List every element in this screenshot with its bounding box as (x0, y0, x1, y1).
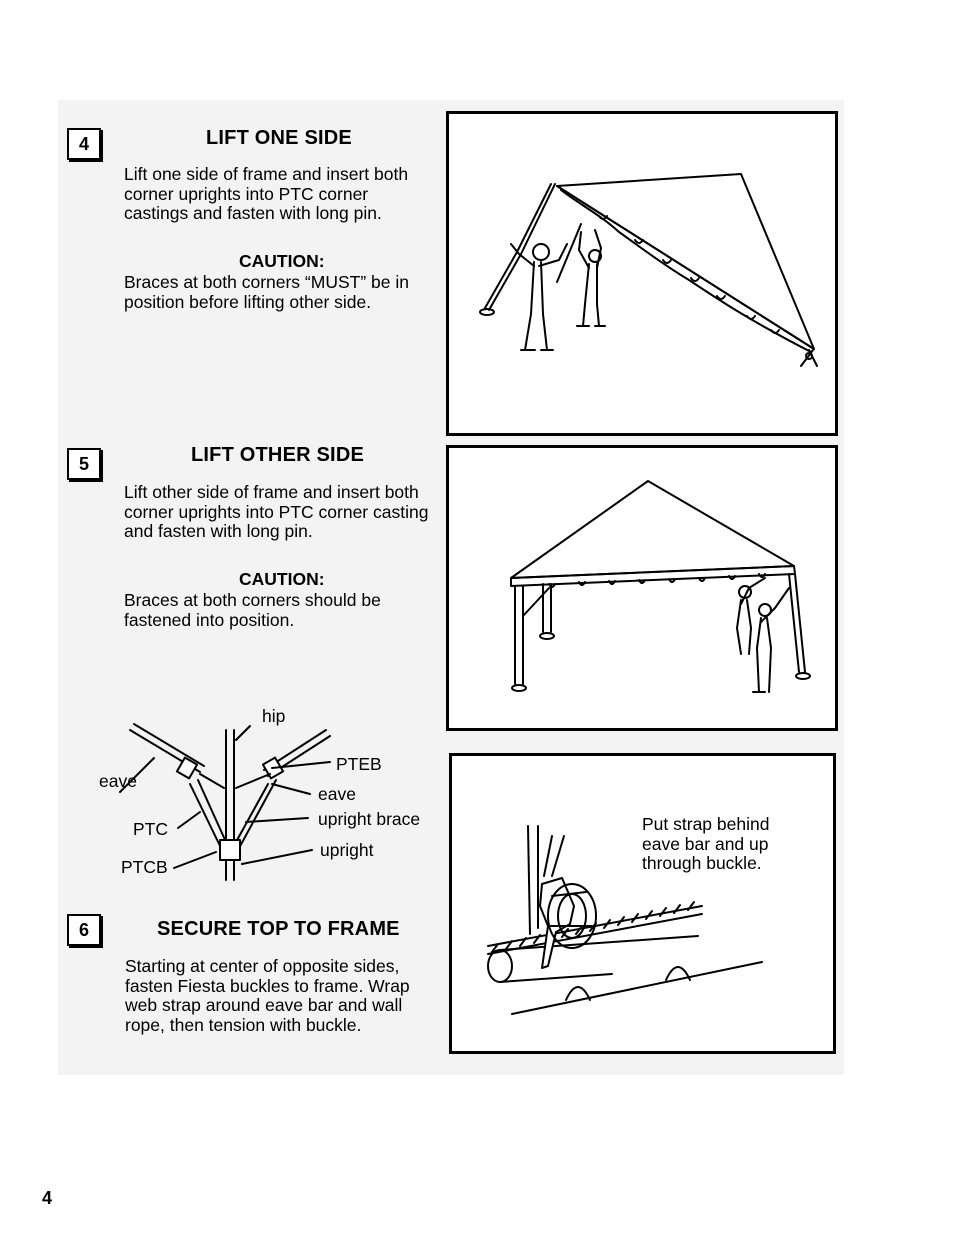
step-6-instructions: Starting at center of opposite sides, fasten Fiesta buckles to frame. Wrap web strap around eave bar and wall rope, then tension with buckle. (125, 956, 410, 1035)
label-eave-left: eave (99, 771, 137, 791)
tent-raised-drawing (449, 448, 835, 728)
tent-half-raised-drawing (449, 114, 835, 433)
label-pteb: PTEB (336, 754, 382, 774)
step-4-instructions: Lift one side of frame and insert both corner uprights into PTC corner castings and fasten with long pin. (124, 164, 409, 224)
lift-one-side-illustration (446, 111, 838, 436)
step-4-number: 4 (67, 128, 101, 160)
lift-other-side-illustration (446, 445, 838, 731)
buckle-illustration (449, 753, 836, 1054)
step-4-caution-text: Braces at both corners “MUST” be in position before lifting other side. (124, 272, 409, 312)
page-number: 4 (42, 1188, 53, 1208)
step-5-number: 5 (67, 448, 101, 480)
step-5-caution-label: CAUTION: (239, 569, 325, 589)
step-4-caution-label: CAUTION: (239, 251, 325, 271)
buckle-instruction-note: Put strap behind eave bar and up through buckle. (642, 814, 770, 874)
step-5-caution-text: Braces at both corners should be fastened into position. (124, 590, 381, 630)
step-5-heading: LIFT OTHER SIDE (191, 444, 364, 466)
label-hip: hip (262, 706, 286, 726)
label-ptc: PTC (133, 819, 168, 839)
buckle-strap-drawing (452, 756, 833, 1051)
label-ptcb: PTCB (121, 857, 168, 877)
step-5-instructions: Lift other side of frame and insert both corner uprights into PTC corner casting and fasten with long pin. (124, 482, 429, 542)
label-upright-brace: upright brace (318, 809, 421, 829)
step-6-heading: SECURE TOP TO FRAME (157, 918, 400, 940)
step-6-number: 6 (67, 914, 101, 946)
label-upright: upright (320, 840, 374, 860)
label-eave-right: eave (318, 784, 356, 804)
step-4-heading: LIFT ONE SIDE (206, 127, 352, 149)
